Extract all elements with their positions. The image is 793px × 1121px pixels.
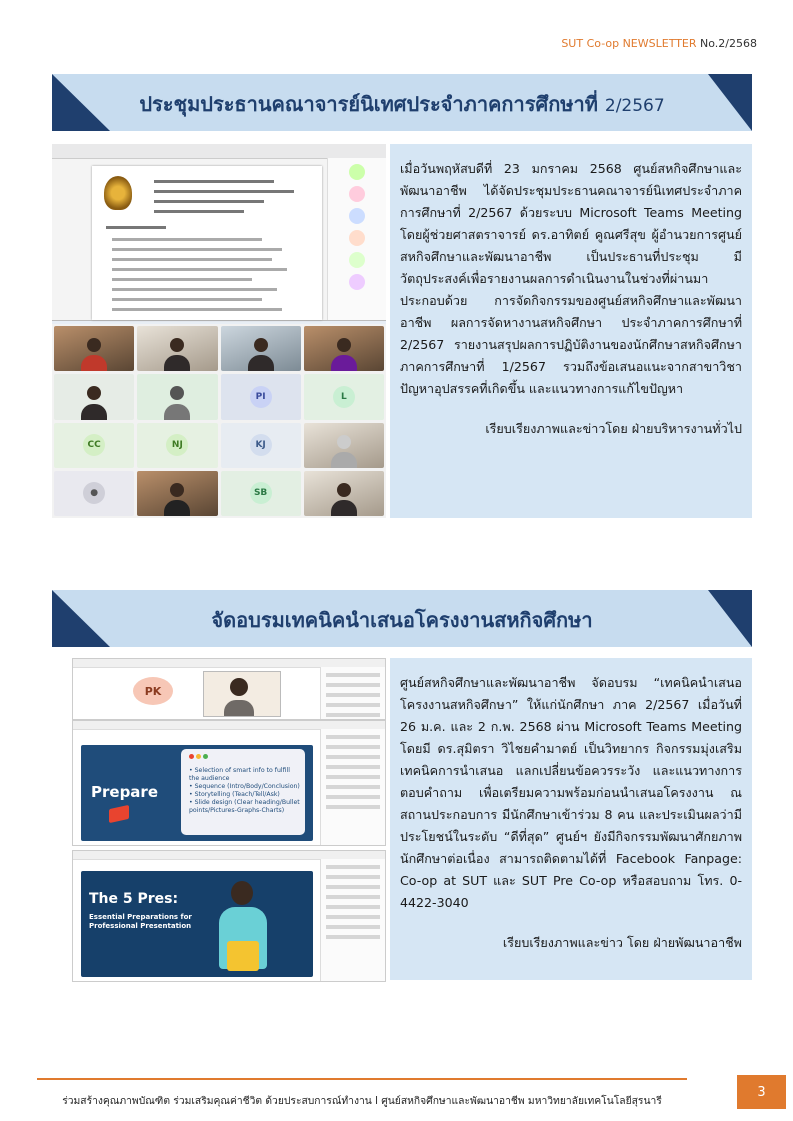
participant-video — [304, 326, 384, 371]
video-call-grid — [52, 324, 386, 518]
prepare-point: • Storytelling (Teach/Tell/Ask) — [189, 791, 280, 798]
participant-video — [304, 471, 384, 516]
section1-banner — [52, 74, 752, 131]
newsletter-header — [561, 37, 757, 50]
training-screenshot-1 — [72, 658, 386, 720]
five-pres-title: The 5 Pres: — [89, 891, 179, 907]
participant-video — [137, 471, 217, 516]
section1-credit: เรียบเรียงภาพและข่าวโดย ฝ่ายบริหารงานทั่วไป — [485, 421, 742, 436]
participant-avatar-tile: PI — [221, 374, 301, 419]
section2-body: ศูนย์สหกิจศึกษาและพัฒนาอาชีพ จัดอบรม “เทคนิคนำเสนอโครงงานสหกิจศึกษา” ให้แก่นักศึกษา ภาค 2/2567 เมื่อวันที่ 26 ม.ค. และ 2 ก.พ. 2568 ผ่าน Microsoft Teams Meeting โดยมี ดร.สุมิตรา วิไชยคำมาตย์ เป็นวิทยากร กิจกรรมมุ่งเสริมเทคนิคการนำเสนอ แลกเปลี่ยนข้อควรระวัง และแนวทางการตอบคำถาม เพื่อเตรียมความพร้อมก่อนนำเสนอโครงงาน ณ สถานประกอบการ มีนักศึกษาเข้าร่วม 8 คน และประเมินผลว่ามีประโยชน์ในระดับ “ดีที่สุด” ศูนย์ฯ ยังมีกิจกรรมพัฒนาศักยภาพนักศึกษาต่อเนื่อง สามารถติดตามได้ที่ Facebook Fanpage: Co-op at SUT และ SUT Pre Co-op หรือสอบถาม โทร. 0-4422-3040 — [400, 675, 742, 910]
prepare-point: • Sequence (Intro/Body/Conclusion) — [189, 783, 300, 790]
participant-video — [304, 423, 384, 468]
participant-avatar-tile: NJ — [137, 423, 217, 468]
participant-video — [137, 326, 217, 371]
section2-text-box — [390, 658, 752, 980]
participant-video — [221, 326, 301, 371]
prepare-point: • Selection of smart info to fulfill the audience — [189, 767, 290, 782]
section1-body: เมื่อวันพฤหัสบดีที่ 23 มกราคม 2568 ศูนย์สหกิจศึกษาและพัฒนาอาชีพ ได้จัดประชุมประธานคณาจารย์นิเทศประจำภาคการศึกษาที่ 2/2567 ด้วยระบบ Microsoft Teams Meeting โดยผู้ช่วยศาสตราจารย์ ดร.อาทิตย์ คูณศรีสุข ผู้อำนวยการศูนย์สหกิจศึกษาและพัฒนาอาชีพ เป็นประธานที่ประชุม มีวัตถุประสงค์เพื่อรายงานผลการดำเนินงานในช่วงที่ผ่านมา ประกอบด้วย การจัดกิจกรรมของศูนย์สหกิจศึกษาและพัฒนาอาชีพ ผลการจัดหางานสหกิจศึกษา ประจำภาคการศึกษาที่ 2/2567 รายงานสรุปผลการปฏิบัติงานของนักศึกษาสหกิจศึกษาภาคการศึกษาที่ 1/2567 รวมถึงข้อเสนอแนะจากสาขาวิชา ปัญหาอุปสรรคที่เกิดขึ้น และแนวทางการแก้ไขปัญหา — [400, 161, 742, 396]
pk-avatar: PK — [133, 677, 173, 705]
five-pres-slide — [81, 871, 313, 977]
section1-photo-collage — [52, 144, 386, 518]
page-number: 3 — [737, 1075, 786, 1109]
section1-title: ประชุมประธานคณาจารย์นิเทศประจำภาคการศึกษาที่ 2/2567 — [139, 92, 665, 116]
footer-divider — [37, 1078, 687, 1080]
newsletter-name: SUT Co-op NEWSLETTER — [561, 37, 701, 50]
university-seal-icon — [104, 176, 132, 210]
megaphone-icon — [109, 805, 129, 823]
participant-avatar-tile: L — [304, 374, 384, 419]
participant-avatar-tile — [54, 471, 134, 516]
participant-avatar-tile: KJ — [221, 423, 301, 468]
participant-video — [137, 374, 217, 419]
participant-video — [54, 326, 134, 371]
prepare-slide — [81, 745, 313, 841]
meeting-agenda-screenshot — [52, 144, 386, 321]
presenter-video — [203, 671, 281, 717]
section2-banner — [52, 590, 752, 647]
section2-title: จัดอบรมเทคนิคนำเสนอโครงงานสหกิจศึกษา — [211, 608, 593, 632]
section1-text-box — [390, 144, 752, 518]
user-icon: ● — [83, 482, 105, 504]
participant-video — [54, 374, 134, 419]
presenter-figure-icon — [231, 881, 253, 905]
prepare-slide-title: Prepare — [91, 783, 158, 801]
prepare-point: • Slide design (Clear heading/Bullet points/Pictures-Graphs-Charts) — [189, 799, 300, 814]
footer-tagline: ร่วมสร้างคุณภาพบัณฑิต ร่วมเสริมคุณค่าชีวิต ด้วยประสบการณ์ทำงาน l ศูนย์สหกิจศึกษาและพัฒนาอาชีพ มหาวิทยาลัยเทคโนโลยีสุรนารี — [62, 1095, 662, 1107]
participant-avatar-tile: SB — [221, 471, 301, 516]
issue-number: No.2/2568 — [700, 37, 757, 50]
training-screenshot-3 — [72, 850, 386, 982]
five-pres-subtitle: Essential Preparations for Professional Presentation — [89, 913, 192, 930]
participant-avatar-tile: CC — [54, 423, 134, 468]
section1-title-number: 2/2567 — [604, 96, 665, 116]
section2-credit: เรียบเรียงภาพและข่าว โดย ฝ่ายพัฒนาอาชีพ — [502, 935, 742, 950]
training-screenshot-2 — [72, 720, 386, 846]
prepare-points-panel — [181, 749, 305, 835]
